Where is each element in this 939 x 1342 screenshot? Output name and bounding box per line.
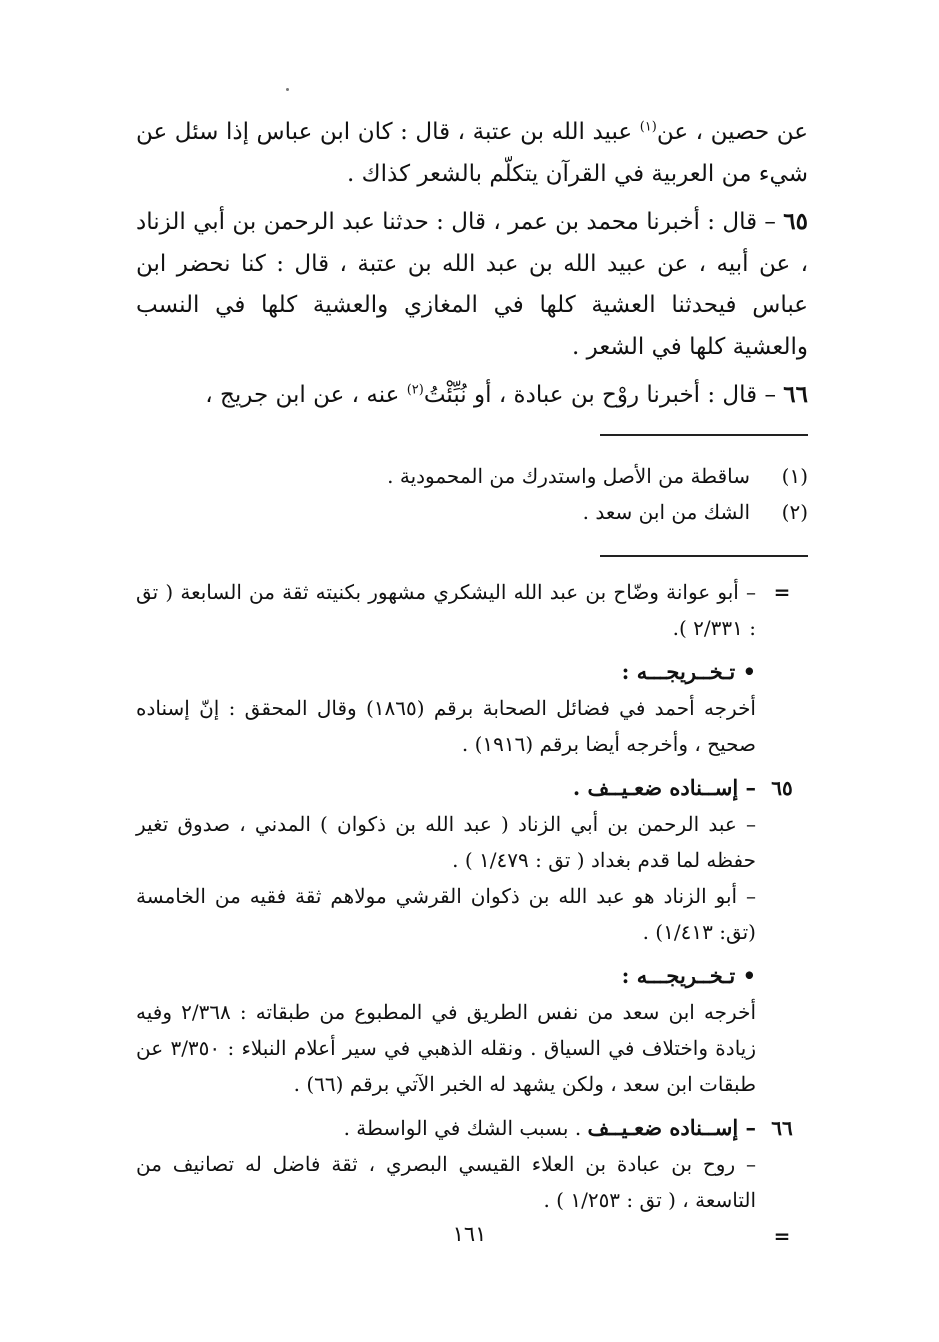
entry-number-65: ٦٥	[783, 208, 808, 235]
footnote-2	[136, 494, 808, 530]
note-66	[136, 1110, 808, 1218]
footnotes	[136, 458, 808, 530]
takhrij-text: أخرجه أحمد في فضائل الصحابة برقم (١٨٦٥) وقال المحقق : إنّ إسناده صحيح ، وأخرجه أيضا برقم (١٩١٦) .	[136, 696, 756, 756]
note-continuation	[136, 574, 808, 646]
footnote-mark: (١)	[781, 464, 808, 488]
footnote-ref-2[interactable]: (٢)	[406, 382, 424, 398]
isnad-heading: – إســناده ضعـيــف	[587, 1115, 756, 1140]
notes-divider	[600, 555, 808, 557]
continued-mark: =	[773, 1224, 791, 1248]
continuation-mark: =	[773, 580, 791, 604]
main-text	[136, 112, 808, 423]
note-number: ٦٦	[771, 1116, 793, 1140]
commentary-notes	[136, 574, 808, 1254]
isnad-heading: – إســناده ضعـيــف .	[572, 775, 756, 800]
footnote-text: ساقطة من الأصل واستدرك من المحمودية .	[387, 464, 750, 488]
takhrij-text: أخرجه ابن سعد من نفس الطريق في المطبوع من طبقاته : ٢/٣٦٨ وفيه زيادة واختلاف في السياق . ونقله الذهبي في سير أعلام النبلاء : ٣/٣٥٠ عن طبقات ابن سعد ، ولكن يشهد له الخبر الآتي برقم (٦٦) .	[136, 1000, 757, 1096]
takhrij-heading: • تـخــريجـــه :	[621, 963, 756, 988]
main-paragraph-65: ٦٥ – قال : أخبرنا محمد بن عمر ، قال : حدثنا عبد الرحمن بن أبي الزناد ، عن أبيه ، عن عبيد الله بن عبد الله بن عتبة ، قال : كنا نحضر ابن عباس فيحدثنا العشية كلها في المغازي والعشية كلها في النسب والعشية كلها في الشعر .	[136, 208, 808, 360]
takhrij-section-2	[136, 958, 808, 1110]
scan-speck	[286, 88, 289, 91]
note-65	[136, 770, 808, 958]
narrator-note: – عبد الرحمن بن أبي الزناد ( عبد الله بن ذكوان ) المدني ، صدوق تغير حفظه لما قدم بغداد ( تق : ١/٤٧٩ ) .	[136, 812, 756, 872]
narrator-note: – روح بن عبادة بن العلاء القيسي البصري ، ثقة فاضل له تصانيف من التاسعة ، ( تق : ١/٢٥٣ ) .	[136, 1152, 756, 1212]
page-number: ١٦١	[452, 1222, 487, 1246]
note-number: ٦٥	[771, 776, 793, 800]
takhrij-section-1	[136, 654, 808, 770]
footnote-ref-1[interactable]: (١)	[639, 119, 657, 135]
main-paragraph-1: عن حصين ، عن$^{(١)}$ عبيد الله بن عتبة ، قال : كان ابن عباس إذا سئل عن شيء من العربية في القرآن يتكلّم بالشعر كذاك .	[136, 119, 808, 187]
note-text: – أبو عوانة وضّاح بن عبد الله اليشكري مشهور بكنيته ثقة من السابعة ( تق : ٢/٣٣١ ).	[136, 580, 756, 640]
main-paragraph-66: ٦٦ – قال : أخبرنا روْح بن عبادة ، أو نُبِّئْتُ$^{(٢)}$ عنه ، عن ابن جريج ،	[205, 381, 808, 408]
footnote-text: الشك من ابن سعد .	[582, 500, 750, 524]
narrator-note: – أبو الزناد هو عبد الله بن ذكوان القرشي مولاهم ثقة فقيه من الخامسة (تق: ١/٤١٣) .	[136, 884, 756, 944]
isnad-reason: . بسبب الشك في الواسطة .	[343, 1116, 588, 1140]
takhrij-heading: • تـخــريجـــه :	[621, 659, 756, 684]
footnote-1	[136, 458, 808, 494]
footnote-mark: (٢)	[781, 500, 808, 524]
footnote-divider	[600, 434, 808, 436]
entry-number-66: ٦٦	[783, 381, 808, 408]
